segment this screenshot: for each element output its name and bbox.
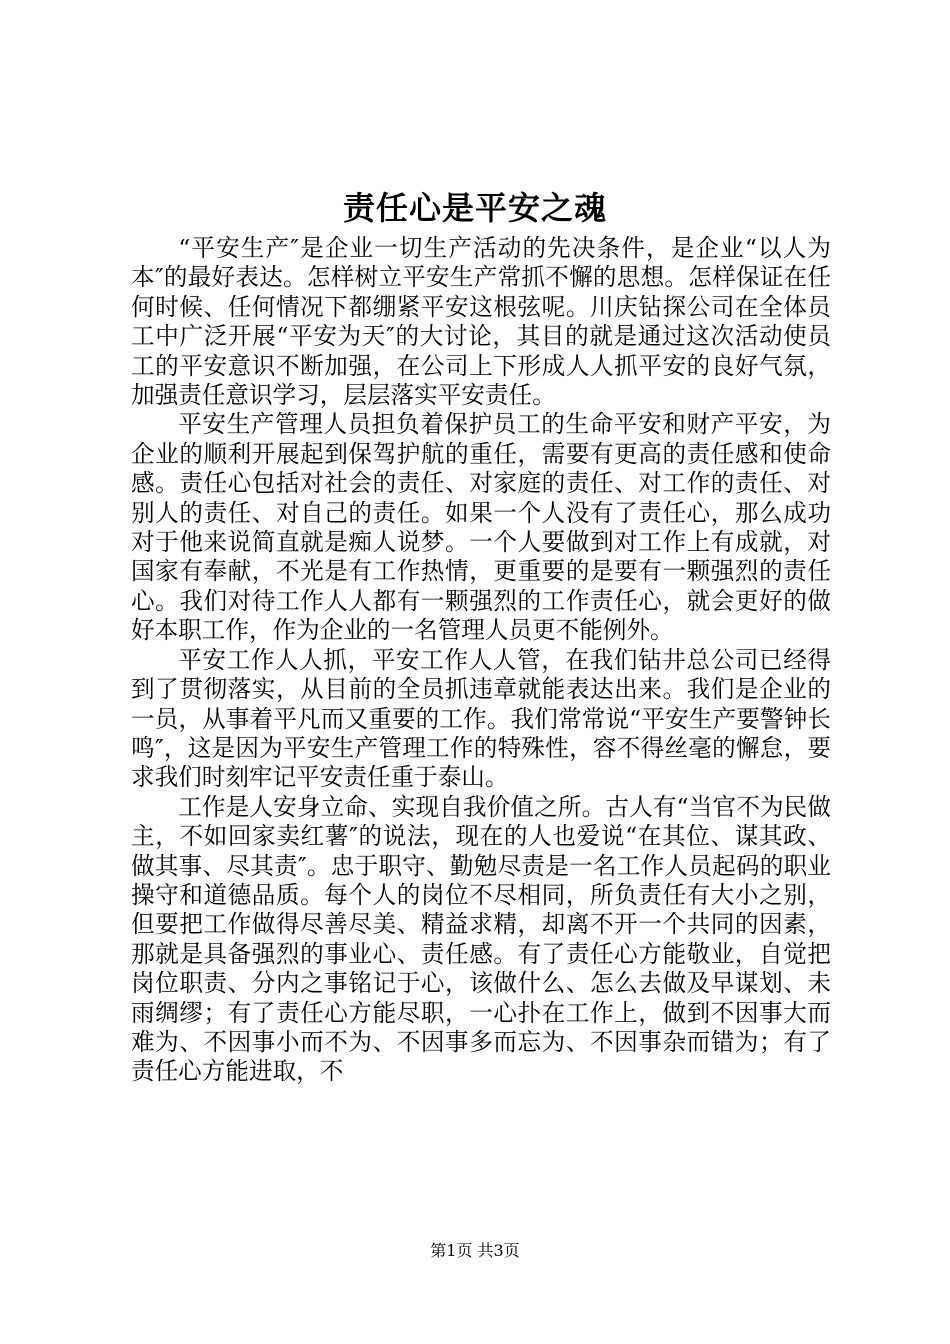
document-body (131, 234, 831, 1087)
paragraph: 工作是人安身立命、实现自我价值之所。古人有“当官不为民做主，不如回家卖红薯″的说法，现在的人也爱说“在其位、谋其政、做其事、尽其责″。忠于职守、勤勉尽责是一名工作人员起码的职业操守和道德品质。每个人的岗位不尽相同，所负责任有大小之别，但要把工作做得尽善尽美、精益求精，却离不开一个共同的因素，那就是具备强烈的事业心、责任感。有了责任心方能敬业，自觉把岗位职责、分内之事铭记于心，该做什么、怎么去做及早谋划、未雨绸缪；有了责任心方能尽职，一心扑在工作上，做到不因事大而难为、不因事小而不为、不因事多而忘为、不因事杂而错为；有了责任心方能进取，不 (131, 792, 831, 1086)
document-title: 责任心是平安之魂 (342, 189, 607, 227)
paragraph: 平安生产管理人员担负着保护员工的生命平安和财产平安，为企业的顺利开展起到保驾护航的重任，需要有更高的责任感和使命感。责任心包括对社会的责任、对家庭的责任、对工作的责任、对别人的责任、对自己的责任。如果一个人没有了责任心，那么成功对于他来说简直就是痴人说梦。一个人要做到对工作上有成就，对国家有奉献，不光是有工作热情，更重要的是要有一颗强烈的责任心。我们对待工作人人都有一颗强烈的工作责任心，就会更好的做好本职工作，作为企业的一名管理人员更不能例外。 (131, 410, 831, 645)
paragraph: “平安生产″是企业一切生产活动的先决条件，是企业“以人为本″的最好表达。怎样树立平安生产常抓不懈的思想。怎样保证在任何时候、任何情况下都绷紧平安这根弦呢。川庆钻探公司在全体员工中广泛开展“平安为天″的大讨论，其目的就是通过这次活动使员工的平安意识不断加强，在公司上下形成人人抓平安的良好气氛，加强责任意识学习，层层落实平安责任。 (131, 234, 831, 410)
page-footer: 第1页 共3页 (430, 1241, 520, 1260)
paragraph: 平安工作人人抓，平安工作人人管，在我们钻井总公司已经得到了贯彻落实，从目前的全员抓违章就能表达出来。我们是企业的一员，从事着平凡而又重要的工作。我们常常说“平安生产要警钟长鸣″，这是因为平安生产管理工作的特殊性，容不得丝毫的懈怠，要求我们时刻牢记平安责任重于泰山。 (131, 645, 831, 792)
